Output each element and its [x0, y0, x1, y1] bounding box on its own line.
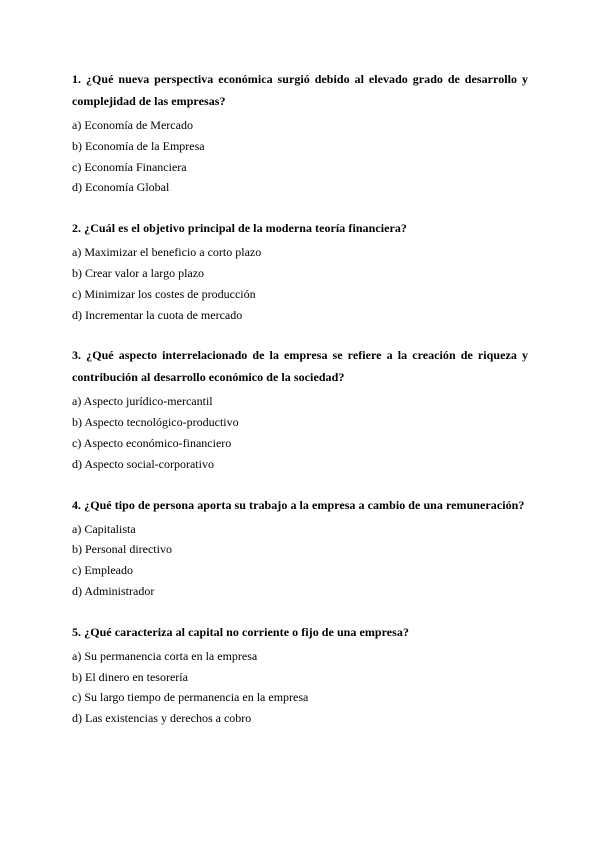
answer-option: d) Administrador [72, 583, 155, 598]
answer-option: b) Aspecto tecnológico-productivo [72, 415, 239, 430]
answer-option: a) Aspecto jurídico-mercantil [72, 394, 213, 409]
answer-option: d) Aspecto social-corporativo [72, 456, 214, 471]
answer-option: c) Minimizar los costes de producción [72, 286, 256, 301]
answer-option: b) Crear valor a largo plazo [72, 265, 205, 280]
answer-option: b) El dinero en tesorería [72, 669, 188, 684]
question-5 [72, 621, 528, 729]
answer-option: a) Capitalista [72, 521, 136, 536]
answer-option: c) Aspecto económico-financiero [72, 435, 232, 450]
answer-option: d) Las existencias y derechos a cobro [72, 711, 252, 726]
question-4 [72, 494, 528, 602]
question-title: 1. ¿Qué nueva perspectiva económica surgió debido al elevado grado de desarrollo y complejidad de las empresas? [72, 72, 528, 108]
answer-option: d) Economía Global [72, 180, 170, 195]
answer-option: a) Maximizar el beneficio a corto plazo [72, 245, 262, 260]
question-3 [72, 344, 528, 474]
question-2 [72, 217, 528, 325]
question-title: 3. ¿Qué aspecto interrelacionado de la empresa se refiere a la creación de riqueza y contribución al desarrollo económico de la sociedad? [72, 348, 528, 385]
question-title: 5. ¿Qué caracteriza al capital no corriente o fijo de una empresa? [72, 624, 410, 639]
answer-option: c) Economía Financiera [72, 159, 187, 174]
answer-option: b) Economía de la Empresa [72, 138, 205, 153]
answer-option: a) Economía de Mercado [72, 118, 193, 132]
answer-option: c) Empleado [72, 563, 133, 578]
question-title: 2. ¿Cuál es el objetivo principal de la moderna teoría financiera? [72, 221, 407, 236]
answer-option: b) Personal directivo [72, 542, 172, 557]
answer-option: c) Su largo tiempo de permanencia en la empresa [72, 690, 309, 705]
question-title: 4. ¿Qué tipo de persona aporta su trabajo a la empresa a cambio de una remuneración? [72, 497, 525, 512]
answer-option: a) Su permanencia corta en la empresa [72, 648, 258, 663]
answer-option: d) Incrementar la cuota de mercado [72, 307, 243, 322]
question-1 [72, 68, 528, 198]
